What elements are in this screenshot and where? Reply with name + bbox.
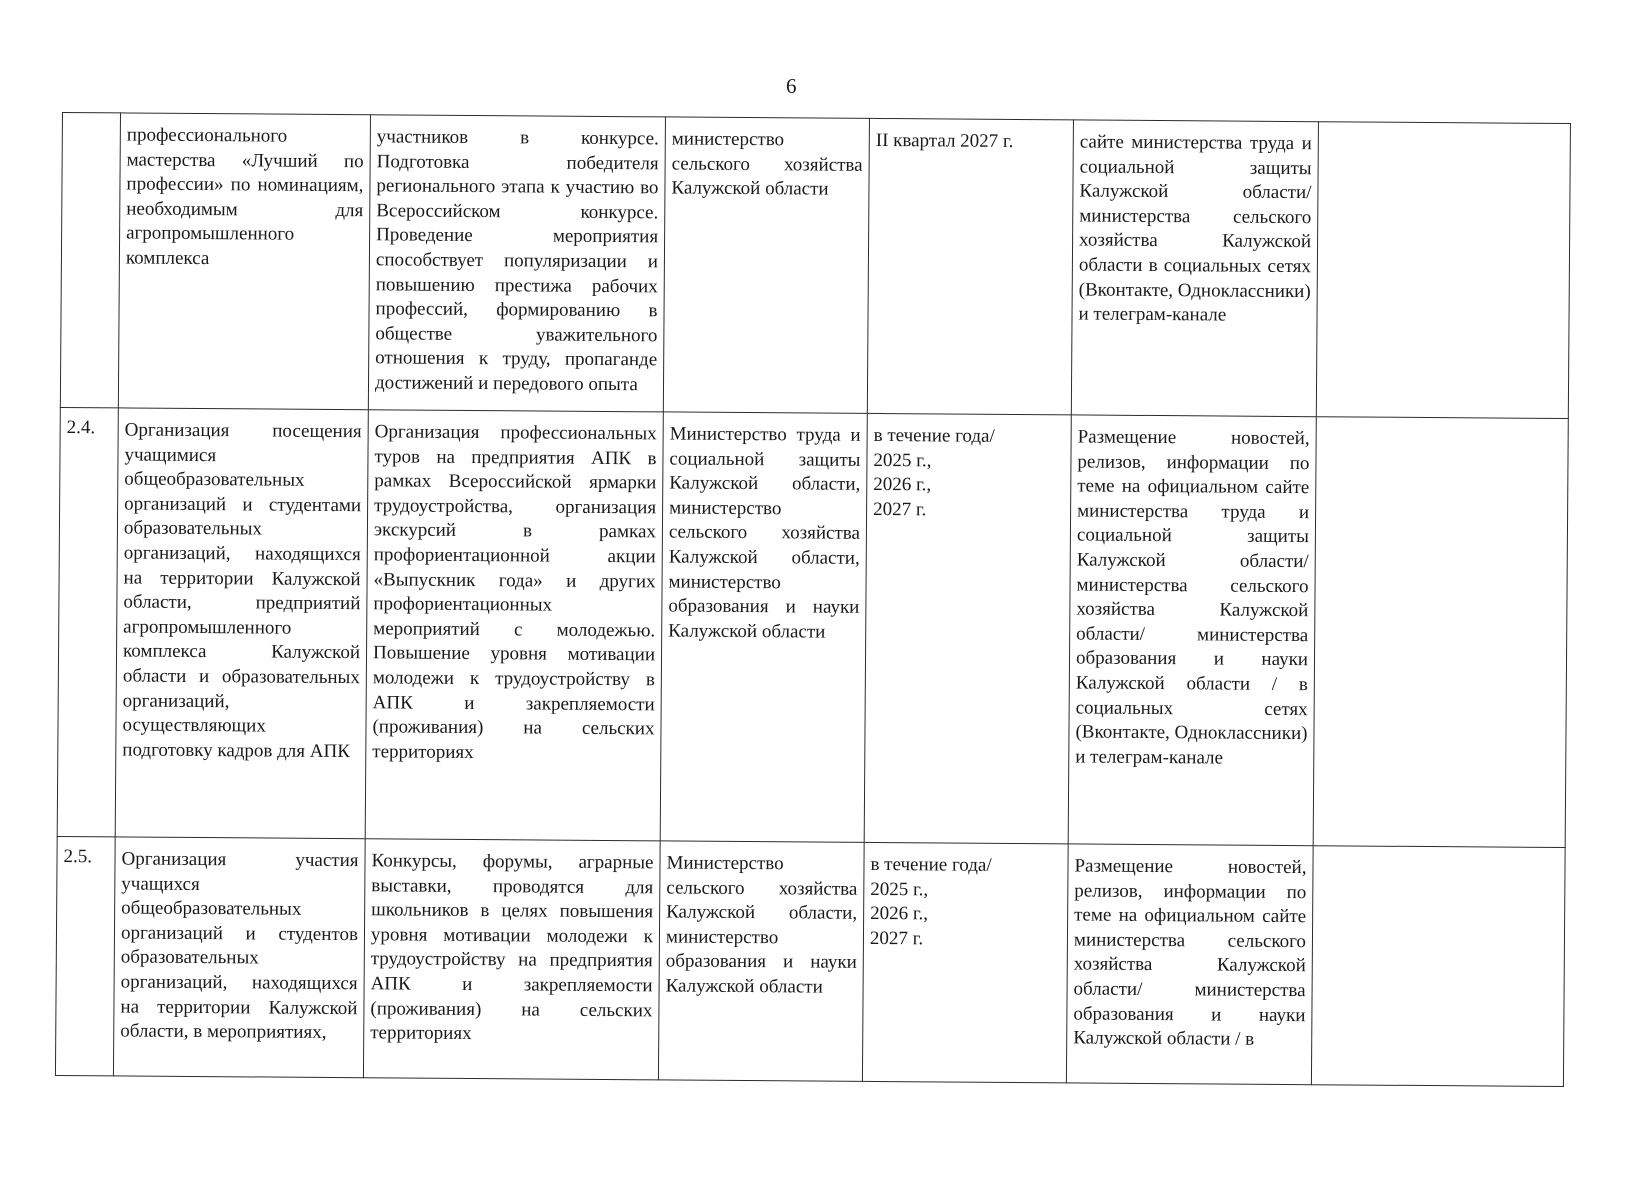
deadline-cell: II квартал 2027 г. — [867, 118, 1073, 414]
info-cell: Размещение новостей, релизов, информации по теме на официальном сайте министерства сельского хозяйства Калужской области/ министерства образования и науки Калужской области / в — [1066, 844, 1313, 1085]
extra-cell — [1316, 122, 1570, 419]
row-number: 2.4. — [57, 407, 118, 836]
extra-cell — [1313, 417, 1568, 848]
deadline-cell: в течение года/ 2025 г., 2026 г., 2027 г. — [862, 842, 1068, 1082]
info-cell: Размещение новостей, релизов, информации по теме на официальном сайте министерства труда и социальной защиты Калужской области/ министерства сельского хозяйства Калужской области/ министерства образования и науки Калужской области / в социальных сетях (Вконтакте, Одноклассники) и телеграм-канале — [1068, 415, 1316, 846]
responsible-cell: Министерство труда и социальной защиты Калужской области, министерство сельского хозяйства Калужской области, министерство образования и науки Калужской области — [660, 412, 867, 842]
event-cell: Организация участия учащихся общеобразовательных организаций и студентов образовательных организаций, находящихся на территории Калужской области, в мероприятиях, — [113, 837, 365, 1078]
responsible-cell: министерство сельского хозяйства Калужской области — [663, 117, 869, 413]
content-cell: участников в конкурсе. Подготовка победителя регионального этапа к участию во Всероссийском конкурсе. Проведение мероприятия способствует популяризации и повышению престижа рабочих профессий, формированию в обществе уважительного отношения к труду, пропаганде достижений и передового опыта — [368, 115, 665, 412]
event-cell: профессионального мастерства «Лучший по профессии» по номинациям, необходимым для агропромышленного комплекса — [118, 113, 370, 410]
content-cell: Конкурсы, форумы, аграрные выставки, проводятся для школьников в целях повышения уровня мотивации молодежи к трудоустройству на предприятия АПК и закрепляемости (проживания) на сельских территориях — [363, 839, 660, 1080]
info-cell: сайте министерства труда и социальной защиты Калужской области/ министерства сельского хозяйства Калужской области в социальных сетях (Вконтакте, Одноклассники) и телеграм-канале — [1071, 120, 1318, 417]
extra-cell — [1311, 846, 1565, 1087]
row-number: 2.5. — [55, 836, 115, 1075]
table-row — [60, 113, 1570, 419]
table-row — [57, 407, 1568, 847]
responsible-cell: Министерство сельского хозяйства Калужской области, министерство образования и науки Калужской области — [658, 841, 864, 1081]
table-row — [55, 836, 1565, 1086]
event-cell: Организация посещения учащимися общеобразовательных организаций и студентами образовательных организаций, находящихся на территории Калужской области, предприятий агропромышленного комплекса Калужской области и образовательных организаций, осуществляющих подготовку кадров для АПК — [115, 408, 368, 839]
page-number: 6 — [786, 74, 797, 98]
deadline-cell: в течение года/ 2025 г., 2026 г., 2027 г. — [864, 413, 1071, 843]
row-number — [60, 113, 120, 408]
plan-table — [55, 112, 1571, 1087]
content-cell: Организация профессиональных туров на предприятия АПК в рамках Всероссийской ярмарки трудоустройства, организация экскурсий в рамках профориентационной акции «Выпускник года» и других профориентационных мероприятий с молодежью. Повышение уровня мотивации молодежи к трудоустройству в АПК и закрепляемости (проживания) на сельских территориях — [365, 410, 663, 841]
